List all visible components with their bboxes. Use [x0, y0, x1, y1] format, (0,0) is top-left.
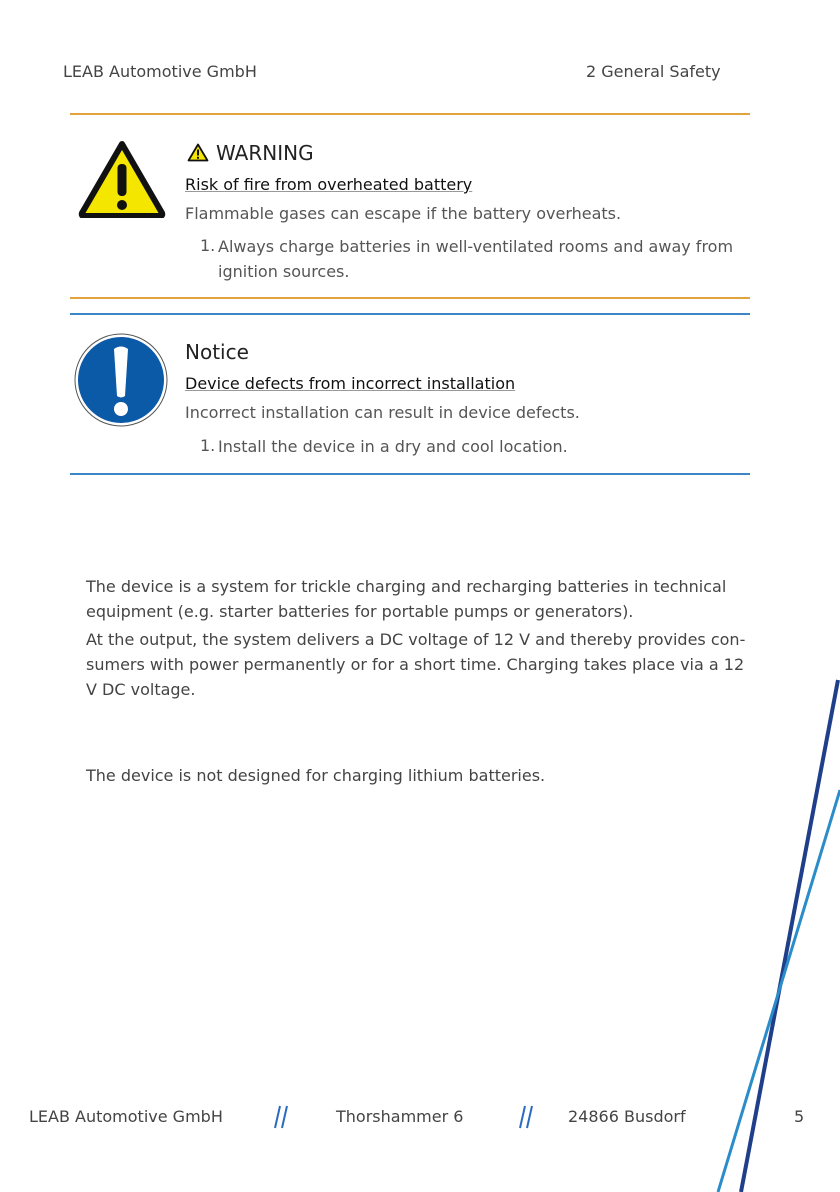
footer-city: 24866 Busdorf [568, 1107, 686, 1126]
body-paragraph-1: The device is a system for trickle charging and recharging batteries in technical equipment (e.g. starter batteries for portable pumps or generators). [86, 577, 727, 621]
body-paragraph-2: At the output, the system delivers a DC voltage of 12 V and thereby provides con-sumers with power permanently or for a short time. Charging takes place via a 12 V DC voltage. [86, 630, 746, 699]
notice-label: Notice [185, 340, 249, 364]
notice-description: Incorrect installation can result in device defects. [185, 403, 580, 422]
notice-heading: Device defects from incorrect installation [185, 374, 516, 393]
notice-step-text: Install the device in a dry and cool location. [218, 437, 568, 456]
header-company: LEAB Automotive GmbH [63, 62, 257, 81]
footer-separator-icon [272, 1105, 290, 1129]
notice-step-number: 1. [200, 436, 216, 455]
page-number: 5 [794, 1107, 805, 1126]
body-paragraph-3: The device is not designed for charging lithium batteries. [86, 766, 546, 785]
footer-company: LEAB Automotive GmbH [29, 1107, 223, 1126]
footer-separator-icon [517, 1105, 535, 1129]
warning-description: Flammable gases can escape if the battery overheats. [185, 204, 622, 223]
warning-step-number: 1. [200, 236, 216, 255]
warning-heading: Risk of fire from overheated battery [185, 175, 473, 194]
warning-label: WARNING [216, 141, 314, 165]
footer-street: Thorshammer 6 [336, 1107, 464, 1126]
warning-step-text: Always charge batteries in well-ventilated rooms and away from ignition sources. [218, 237, 734, 281]
header-section: 2 General Safety [586, 62, 721, 81]
